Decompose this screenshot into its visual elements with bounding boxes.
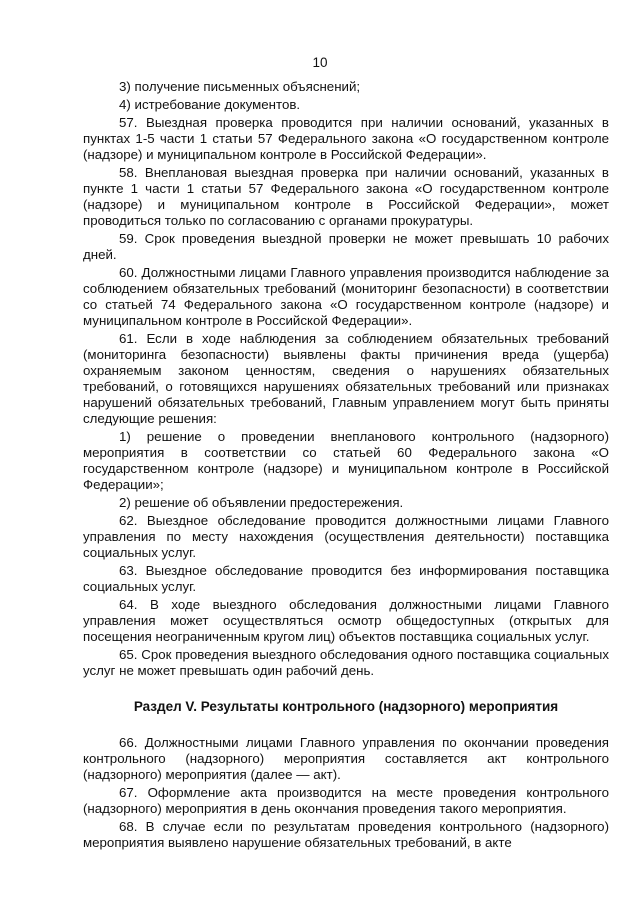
paragraph-61-item-2: 2) решение об объявлении предостережения. [119,495,404,510]
paragraph-65: 65. Срок проведения выездного обследования одного поставщика социальных услуг не может превышать один рабочий день. [83,647,609,678]
paragraph-59: 59. Срок проведения выездной проверки не может превышать 10 рабочих дней. [83,231,609,262]
paragraph-68: 68. В случае если по результатам проведения контрольного (надзорного) мероприятия выявлено нарушение обязательных требований, в акте [83,819,609,850]
section-heading: Раздел V. Результаты контрольного (надзорного) мероприятия [133,699,559,714]
paragraph-61: 61. Если в ходе наблюдения за соблюдением обязательных требований (мониторинга безопасности) выявлены факты причинения вреда (ущерба) охраняемым законом ценностям, сведения о нарушениях обязательных требований, о готовящихся нарушениях обязательных требований или признаках нарушений обязательных требований, Главным управлением могут быть приняты следующие решения: [83,331,609,426]
document-body [83,79,609,851]
paragraph-57: 57. Выездная проверка проводится при наличии оснований, указанных в пунктах 1-5 части 1 статьи 57 Федерального закона «О государственном контроле (надзоре) и муниципальном контроле в Российской Федерации». [83,115,609,162]
page-number: 10 [312,55,328,70]
paragraph-63: 63. Выездное обследование проводится без информирования поставщика социальных услуг. [83,563,609,594]
paragraph-64: 64. В ходе выездного обследования должностными лицами Главного управления может осуществляться осмотр общедоступных (открытых для посещения неограниченным кругом лиц) объектов поставщика социальных услуг. [83,597,609,644]
paragraph-61-item-1: 1) решение о проведении внепланового контрольного (надзорного) мероприятия в соответствии со статьей 60 Федерального закона «О государственном контроле (надзоре) и муниципальном контроле в Российской Федерации»; [83,429,609,492]
paragraph-item-4: 4) истребование документов. [119,97,301,112]
paragraph-66: 66. Должностными лицами Главного управления по окончании проведения контрольного (надзорного) мероприятия составляется акт контрольного (надзорного) мероприятия (далее — акт). [83,735,609,782]
paragraph-58: 58. Внеплановая выездная проверка при наличии оснований, указанных в пункте 1 части 1 статьи 57 Федерального закона «О государственном контроле (надзоре) и муниципальном контроле в Российской Федерации», может проводиться только по согласованию с органами прокуратуры. [83,165,609,228]
paragraph-67: 67. Оформление акта производится на месте проведения контрольного (надзорного) мероприятия в день окончания проведения такого мероприятия. [83,785,609,816]
paragraph-item-3: 3) получение письменных объяснений; [119,79,361,94]
paragraph-62: 62. Выездное обследование проводится должностными лицами Главного управления по месту нахождения (осуществления деятельности) поставщика социальных услуг. [83,513,609,560]
paragraph-60: 60. Должностными лицами Главного управления производится наблюдение за соблюдением обязательных требований (мониторинг безопасности) в соответствии со статьей 74 Федерального закона «О государственном контроле (надзоре) и муниципальном контроле в Российской Федерации». [83,265,609,328]
